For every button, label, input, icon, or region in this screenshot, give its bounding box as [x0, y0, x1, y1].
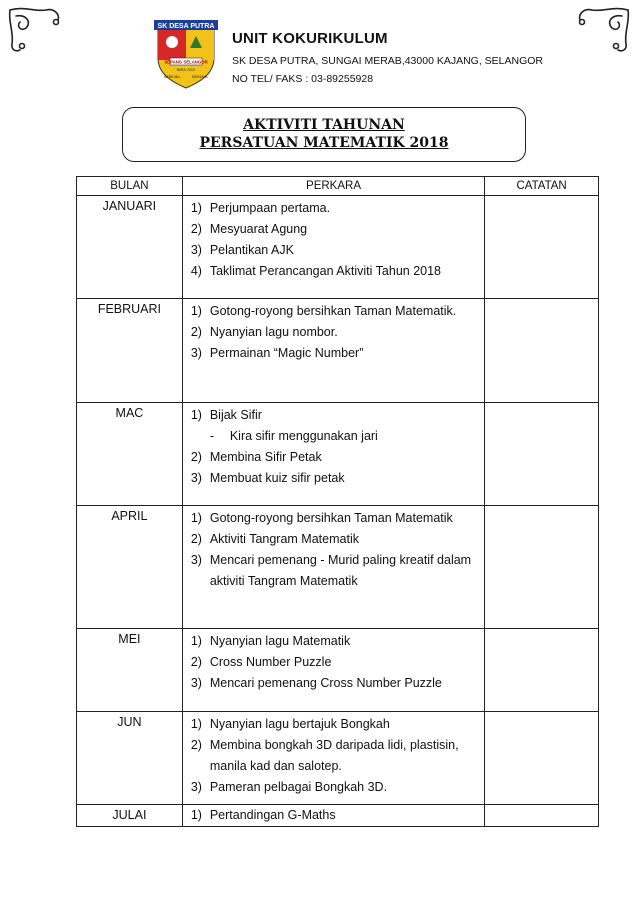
corner-ornament-right-icon: [574, 4, 632, 54]
activity-item: [191, 261, 478, 282]
document-title-box: [122, 107, 526, 162]
item-number: 3): [190, 553, 202, 567]
crest-ribbon: SEPANG SELANGOR: [164, 59, 208, 65]
activity-item: [191, 631, 478, 652]
item-text: Pelantikan AJK: [209, 243, 294, 257]
notes-cell: [485, 196, 599, 299]
activity-item: [191, 405, 478, 426]
table-row: [77, 403, 599, 506]
item-number: 1): [190, 304, 202, 318]
activities-cell: [182, 299, 484, 403]
item-text: Pertandingan G-Maths: [209, 808, 336, 822]
activity-item: [191, 219, 478, 240]
month-cell: JUN: [77, 712, 183, 805]
item-text: Bijak Sifir: [209, 408, 262, 422]
item-text: Mesyuarat Agung: [209, 222, 308, 236]
activity-item: [191, 468, 478, 489]
activity-item: [191, 777, 478, 798]
notes-cell: [485, 712, 599, 805]
activity-subitem: [191, 426, 478, 447]
item-text: Taklimat Perancangan Aktiviti Tahun 2018: [209, 264, 442, 278]
activity-item: [191, 673, 478, 694]
table-row: [77, 712, 599, 805]
item-number: 1): [190, 408, 202, 422]
activity-item: [191, 301, 478, 322]
notes-cell: [485, 299, 599, 403]
table-row: [77, 805, 599, 827]
item-number: 3): [190, 346, 202, 360]
activities-cell: [182, 629, 484, 712]
notes-cell: [485, 805, 599, 827]
activity-item: [191, 198, 478, 219]
activity-item: [191, 735, 478, 777]
item-text: Nyanyian lagu bertajuk Bongkah: [209, 717, 390, 731]
activities-cell: [182, 805, 484, 827]
month-cell: FEBRUARI: [77, 299, 183, 403]
activities-cell: [182, 403, 484, 506]
item-number: 1): [190, 634, 202, 648]
subitem-text: Kira sifir menggunakan jari: [229, 429, 378, 443]
item-number: 2): [190, 325, 202, 339]
activity-item: [191, 805, 478, 826]
table-row: [77, 196, 599, 299]
item-number: 2): [190, 450, 202, 464]
month-cell: JULAI: [77, 805, 183, 827]
item-number: 1): [190, 201, 202, 215]
month-cell: APRIL: [77, 506, 183, 629]
table-header-row: [77, 177, 599, 196]
month-cell: JANUARI: [77, 196, 183, 299]
column-header-bulan: BULAN: [77, 177, 183, 196]
month-cell: MAC: [77, 403, 183, 506]
item-number: 3): [190, 676, 202, 690]
item-text: Gotong-royong bersihkan Taman Matematik: [209, 511, 453, 525]
item-text: Cross Number Puzzle: [209, 655, 332, 669]
activity-item: [191, 508, 478, 529]
item-number: 4): [190, 264, 202, 278]
item-number: 1): [190, 717, 202, 731]
item-number: 2): [190, 738, 202, 752]
item-number: 3): [190, 780, 202, 794]
corner-ornament-left-icon: [6, 4, 64, 54]
crest-name: SK DESA PUTRA: [157, 23, 215, 30]
activity-item: [191, 714, 478, 735]
item-text: Nyanyian lagu nombor.: [209, 325, 338, 339]
activity-item: [191, 343, 478, 364]
item-number: 1): [190, 511, 202, 525]
item-text: Nyanyian lagu Matematik: [209, 634, 351, 648]
notes-cell: [485, 403, 599, 506]
item-text: Permainan “Magic Number”: [209, 346, 364, 360]
activity-table: [76, 176, 599, 827]
item-text: Perjumpaan pertama.: [209, 201, 331, 215]
month-cell: MEI: [77, 629, 183, 712]
activity-item: [191, 447, 478, 468]
item-text: Mencari pemenang - Murid paling kreatif dalam aktiviti Tangram Matematik: [209, 553, 472, 588]
crest-motto-right: BERJAYA: [192, 75, 208, 79]
column-header-perkara: PERKARA: [182, 177, 484, 196]
notes-cell: [485, 629, 599, 712]
item-number: 2): [190, 222, 202, 236]
activity-item: [191, 240, 478, 261]
school-address: SK DESA PUTRA, SUNGAI MERAB,43000 KAJANG, SELANGOR: [232, 55, 544, 67]
school-phone: NO TEL/ FAKS : 03-89255928: [232, 73, 374, 85]
item-text: Membina Sifir Petak: [209, 450, 322, 464]
item-number: 2): [190, 655, 202, 669]
item-number: 3): [190, 471, 202, 485]
column-header-catatan: CATATAN: [485, 177, 599, 196]
item-number: 2): [190, 532, 202, 546]
activities-cell: [182, 506, 484, 629]
notes-cell: [485, 506, 599, 629]
activities-cell: [182, 196, 484, 299]
activity-item: [191, 550, 478, 592]
unit-name: UNIT KOKURIKULUM: [232, 30, 388, 47]
crest-motto-left: BERILMU: [164, 75, 180, 79]
item-text: Gotong-royong bersihkan Taman Matematik.: [209, 304, 457, 318]
crest-year: BIRA 2010: [176, 68, 196, 72]
subitem-dash: -: [209, 429, 215, 443]
title-line-1: AKTIVITI TAHUNAN: [243, 117, 405, 133]
letterhead: [232, 30, 543, 85]
table-row: [77, 299, 599, 403]
school-crest-logo: [150, 18, 222, 90]
activity-item: [191, 322, 478, 343]
item-number: 1): [190, 808, 202, 822]
item-text: Mencari pemenang Cross Number Puzzle: [209, 676, 442, 690]
activity-item: [191, 529, 478, 550]
activities-cell: [182, 712, 484, 805]
item-text: Membuat kuiz sifir petak: [209, 471, 345, 485]
table-row: [77, 629, 599, 712]
table-row: [77, 506, 599, 629]
title-line-2: PERSATUAN MATEMATIK 2018: [199, 135, 449, 151]
item-text: Membina bongkah 3D daripada lidi, plastisin, manila kad dan salotep.: [209, 738, 459, 773]
item-number: 3): [190, 243, 202, 257]
item-text: Pameran pelbagai Bongkah 3D.: [209, 780, 388, 794]
activity-item: [191, 652, 478, 673]
item-text: Aktiviti Tangram Matematik: [209, 532, 359, 546]
